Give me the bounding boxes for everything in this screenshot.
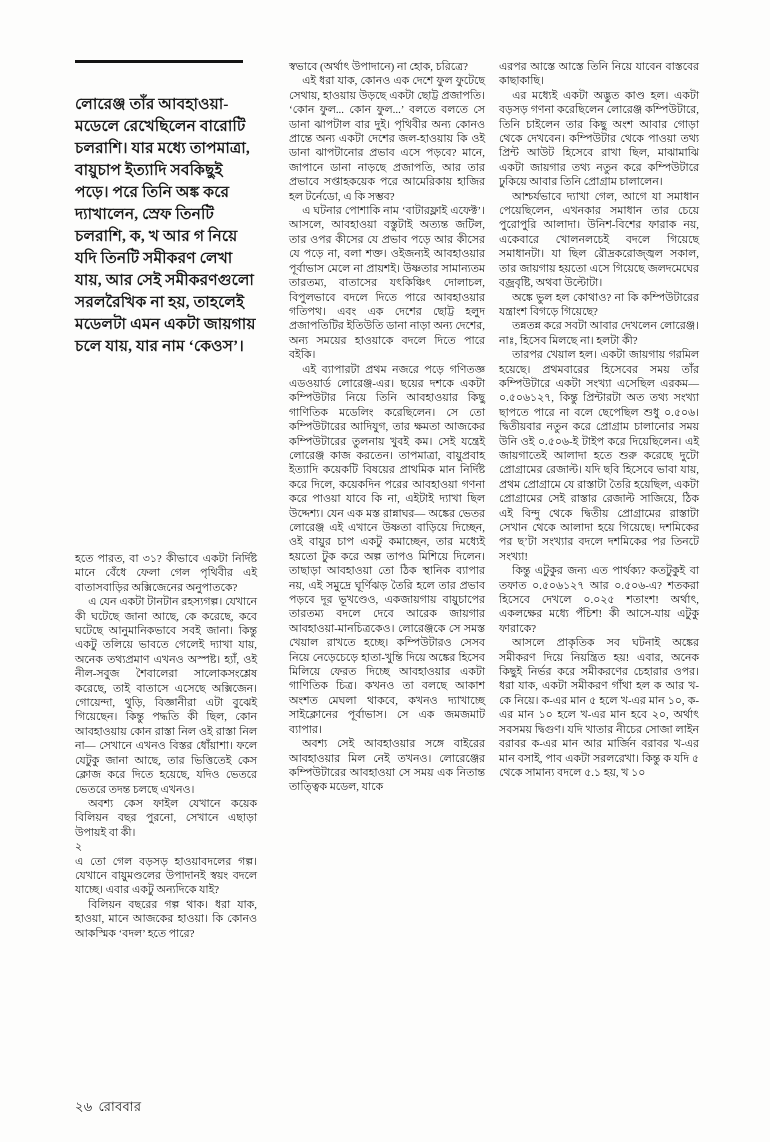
paragraph: আসলে প্রাকৃতিক সব ঘটনাই অঙ্কের সমীকরণ দিয়ে নিয়ন্ত্রিত হয়! এবার, অনেক কিছুই নির্ভর করে সমীকরণের চেহারার ওপর। ধরা যাক, একটা সমীকরণ গাঁথা হল ক আর খ-কে নিয়ে। ক-এর মান ৫ হলে খ-এর মান ১০, ক-এর মান ১০ হলে খ-এর মান হবে ২০, অর্থাৎ সবসময় দ্বিগুণ। যদি খাতার নীচের সোজা লাইন বরাবর ক-এর মান আর মার্জিন বরাবর খ-এর মান বসাই, পাব একটা সরলরেখা। কিন্তু ক যদি ৫ থেকে সামান্য বদলে ৫.১ হয়, খ ১০ bbox=[499, 637, 699, 779]
paragraph: তন্নতন্ন করে সবটা আবার দেখলেন লোরেঞ্জ। নাঃ, হিসেব মিলছে না। হলটা কী? bbox=[499, 320, 699, 347]
column-left bbox=[75, 552, 257, 941]
section-divider-rule bbox=[75, 60, 243, 63]
paragraph: আশ্চর্যভাবে দ্যাখা গেল, আগে যা সমাধান পেয়েছিলেন, এখনকার সমাধান তার চেয়ে পুরোপুরি আলাদা। উনিশ-বিশের ফারাক নয়, একেবারে খোলনলচেই বদলে গিয়েছে সমাধানটা। যা ছিল রৌদ্রকরোজ্জ্বল সকাল, তার জায়গায় হয়তো এসে গিয়েছে জলদমেঘের বজ্রবৃষ্টি, অথবা উল্টোটা। bbox=[499, 190, 699, 290]
paragraph: বিলিয়ন বছরের গল্প থাক। ধরা যাক, হাওয়া, মানে আজকের হাওয়া। কি কোনও আকস্মিক ‘বদল’ হতে পারে? bbox=[75, 898, 257, 940]
magazine-name: রোববার bbox=[98, 1099, 142, 1114]
column-middle bbox=[289, 60, 485, 1092]
paragraph: এ যেন একটা টানটান রহস্যগল্প। যেখানে কী ঘটেছে জানা আছে, কে করেছে, কবে ঘটেছে আনুমানিকভাবে সবই জানা। কিন্তু একটু তলিয়ে ভাবতে গেলেই দ্যাখা যায়, অনেক তথ্যপ্রমাণ এখনও অস্পষ্ট। হ্যাঁ, ওই নীল-সবুজ শৈবালেরা সালোকসংশ্লেষ করেছে, তাই বাতাসে এসেছে অক্সিজেন। গোয়েন্দা, থুড়ি, বিজ্ঞানীরা এটা বুঝেই গিয়েছেন। কিন্তু পদ্ধতি কী ছিল, কোন আবহাওয়ায় কোন রাস্তা নিল ওই রাস্তা নিল না— সেখানে এখনও বিস্তর ধোঁয়াশা। ফলে যেটুকু জানা আছে, তার ভিত্তিতেই কেস ক্লোজ করে দিতে হয়েছে, যদিও ভেতরে ভেতরে তদন্ত চলছে এখনও। bbox=[75, 596, 257, 796]
section-number: ২ bbox=[75, 841, 83, 854]
paragraph: অঙ্কে ভুল হল কোথাও? না কি কম্পিউটারের যন্ত্রাংশ বিগড়ে গিয়েছে? bbox=[499, 291, 699, 318]
paragraph: স্বভাবে (অর্থাৎ উপাদানে) না হোক, চরিত্রে? bbox=[289, 61, 468, 73]
paragraph: তারপর খেয়াল হল। একটা জায়গায় গরমিল হয়েছে। প্রথমবারের হিসেবের সময় তাঁর কম্পিউটারে একটা সংখ্যা এসেছিল এরকম— ০.৫০৬১২৭, কিন্তু প্রিন্টারটা অত তথ্য সংখ্যা ছাপতে পারে না বলে ছেপেছিল শুধু ০.৫০৬। দ্বিতীয়বার নতুন করে প্রোগ্রাম চালানোর সময় উনি ওই ০.৫০৬-ই টাইপ করে দিয়েছিলেন। এই জায়গাতেই আলাদা হতে শুরু করেছে দুটো প্রোগ্রামের রেজাল্ট। যদি ছবি হিসেবে ভাবা যায়, প্রথম প্রোগ্রামে যে রাস্তাটা তৈরি হয়েছিল, একটা প্রোগ্রামের সেই রাস্তার রেজাল্ট সাজিয়ে, ঠিক এই বিন্দু থেকে দ্বিতীয় প্রোগ্রামের রাস্তাটা সেখান থেকে আলাদা হয়ে গিয়েছে। দশমিকের পর ছ’টা সংখ্যার বদলে দশমিকের পর তিনটে সংখ্যা! bbox=[499, 349, 699, 563]
paragraph: অবশ্য কেস ফাইল যেখানে কয়েক বিলিয়ন বছর পুরনো, সেখানে এছাড়া উপায়ই বা কী। bbox=[75, 797, 257, 839]
paragraph: এই ব্যাপারটা প্রথম নজরে পড়ে গণিতজ্ঞ এডওয়ার্ড লোরেঞ্জ-এর। ছয়ের দশকে একটা কম্পিউটার নিয়ে তিনি আবহাওয়ার কিছু গাণিতিক মডেলিং করেছিলেন। সে তো কম্পিউটারের আদিযুগ, তার ক্ষমতা আজকের কম্পিউটারের তুলনায় খুবই কম। সেই যন্ত্রেই লোরেঞ্জ কাজ করতেন। তাপমাত্রা, বায়ুপ্রবাহ ইত্যাদি কয়েকটি বিষয়ের প্রাথমিক মান নির্দিষ্ট করে দিলে, কয়েকদিন পরের আবহাওয়া গণনা করে পাওয়া যাবে কি না, এইটাই দ্যাখা ছিল উদ্দেশ্য। যেন এক মস্ত রান্নাঘর— অঙ্কের ভেতর লোরেঞ্জ এই এখানে উষ্ণতা বাড়িয়ে দিচ্ছেন, ওই বায়ুর চাপ একটু কমাচ্ছেন, তার মধ্যেই হয়তো টুক করে অল্প তাপও মিশিয়ে দিলেন। তাছাড়া আবহাওয়া তো ঠিক স্থানিক ব্যাপার নয়, এই সমুদ্রে ঘূর্ণিঝড় তৈরি হলে তার প্রভাব পড়বে দূর ভূখণ্ডেও, একজায়গায় বায়ুচাপের তারতম্য বদলে দেবে আরেক জায়গার আবহাওয়া-মানচিত্রকেও। লোরেঞ্জকে সে সমস্ত খেয়াল রাখতে হচ্ছে। কম্পিউটারও সেসব নিয়ে নেড়েচেড়ে হাতা-খুন্তি দিয়ে অঙ্কের হিসেব মিলিয়ে ফেরত দিচ্ছে আবহাওয়ার একটা গাণিতিক চিত্র। কখনও তা বলছে আকাশ অংশত মেঘলা থাকবে, কখনও দ্যাখাচ্ছে সাইক্লোনের পূর্বাভাস। সে এক জমজমাট ব্যাপার। bbox=[289, 363, 485, 736]
column-right bbox=[499, 60, 699, 1092]
paragraph: এ ঘটনার পোশাকি নাম ‘বাটারফ্লাই এফেক্ট’। আসলে, আবহাওয়া বস্তুটাই অত্যন্ত জটিল, তার ওপর কীসের যে প্রভাব পড়ে আর কীসের যে পড়ে না, বলা শক্ত। ওইজন্যই আবহাওয়ার পূর্বাভাস মেলে না প্রায়শই। উষ্ণতার সামান্যতম তারতম্য, বাতাসের যৎকিঞ্চিৎ দোলাচল, বিপুলভাবে বদলে দিতে পারে আবহাওয়ার গতিপথ। এবং এক দেশের ছোট্ট হলুদ প্রজাপতিটির ইতিউতি ডানা নাড়া অন্য দেশের, অন্য সময়ের হাওয়াকে বদলে দিতে পারে বইকি। bbox=[289, 205, 485, 362]
paragraph: অবশ্য সেই আবহাওয়ার সঙ্গে বাইরের আবহাওয়ার মিল নেই তখনও। লোরেঞ্জের কম্পিউটারের আবহাওয়া সে সময় এক নিতান্ত তাত্ত্বিক মডেল, যাকে bbox=[289, 738, 485, 794]
paragraph: এরপর আস্তে আস্তে তিনি নিয়ে যাবেন বাস্তবের কাছাকাছি। bbox=[499, 61, 699, 88]
paragraph: এর মধ্যেই একটা অদ্ভুত কাণ্ড হল। একটা বড়সড় গণনা করেছিলেন লোরেঞ্জ কম্পিউটারে, তিনি চাইলেন তার কিছু অংশ আবার গোড়া থেকে দেখবেন। কম্পিউটার থেকে পাওয়া তথ্য প্রিন্ট আউট হিসেবে রাখা ছিল, মাঝামাঝি একটা জায়গার তথ্য নতুন করে কম্পিউটারে ঢুকিয়ে আবার তিনি প্রোগ্রাম চালালেন। bbox=[499, 89, 699, 189]
page-footer bbox=[75, 1098, 141, 1119]
paragraph: এ তো গেল বড়সড় হাওয়াবদলের গল্প। যেখানে বায়ুমণ্ডলের উপাদানই স্বয়ং বদলে যাচ্ছে। এবার একটু অন্যদিকে যাই? bbox=[75, 855, 257, 897]
paragraph: হতে পারত, বা ৩১? কীভাবে একটা নির্দিষ্ট মানে বেঁধে ফেলা গেল পৃথিবীর এই বাতাসবাড়ির অক্সিজেনের অনুপাতকে? bbox=[75, 553, 257, 594]
paragraph: কিন্তু এটুকুর জন্য এত পার্থক্য? কতটুকুই বা তফাত ০.৫০৬১২৭ আর ০.৫০৬-এ? শতকরা হিসেবে দেখলে ০.০২৫ শতাংশ! অর্থাৎ, একলক্ষের মধ্যে পঁচিশ! কী আসে-যায় এটুকু ফারাকে? bbox=[499, 565, 699, 635]
lede-paragraph: লোরেঞ্জ তাঁর আবহাওয়া-মডেলে রেখেছিলেন বারোটি চলরাশি। যার মধ্যে তাপমাত্রা, বায়ুচাপ ইত্যাদি সবকিছুই পড়ে। পরে তিনি অঙ্ক করে দ্যাখালেন, স্রেফ তিনটি চলরাশি, ক, খ আর গ নিয়ে যদি তিনটি সমীকরণ লেখা যায়, আর সেই সমীকরণগুলো সরলরৈখিক না হয়, তাহলেই মডেলটা এমন একটা জায়গায় চলে যায়, যার নাম ‘কেওস’। bbox=[75, 96, 256, 355]
page-number: ২৬ bbox=[75, 1099, 93, 1114]
paragraph: এই ধরা যাক, কোনও এক দেশে ফুল ফুটেছে সেথায়, হাওয়ায় উড়ছে একটা ছোট্ট প্রজাপতি। ‘কোন ফুল... কোন ফুল...’ বলতে বলতে সে ডানা ঝাপটাল বার দুই। পৃথিবীর অন্য কোনও প্রান্তে অন্য একটা দেশের জল-হাওয়ায় কি ওই ডানা ঝাপটানোর প্রভাব এসে পড়বে? মানে, জাপানে ডানা নাড়ছে প্রজাপতি, আর তার প্রভাবে সপ্তাহকয়েক পরে আমেরিকায় হাজির হল টর্নেডো, এ কি সম্ভব? bbox=[289, 75, 485, 203]
